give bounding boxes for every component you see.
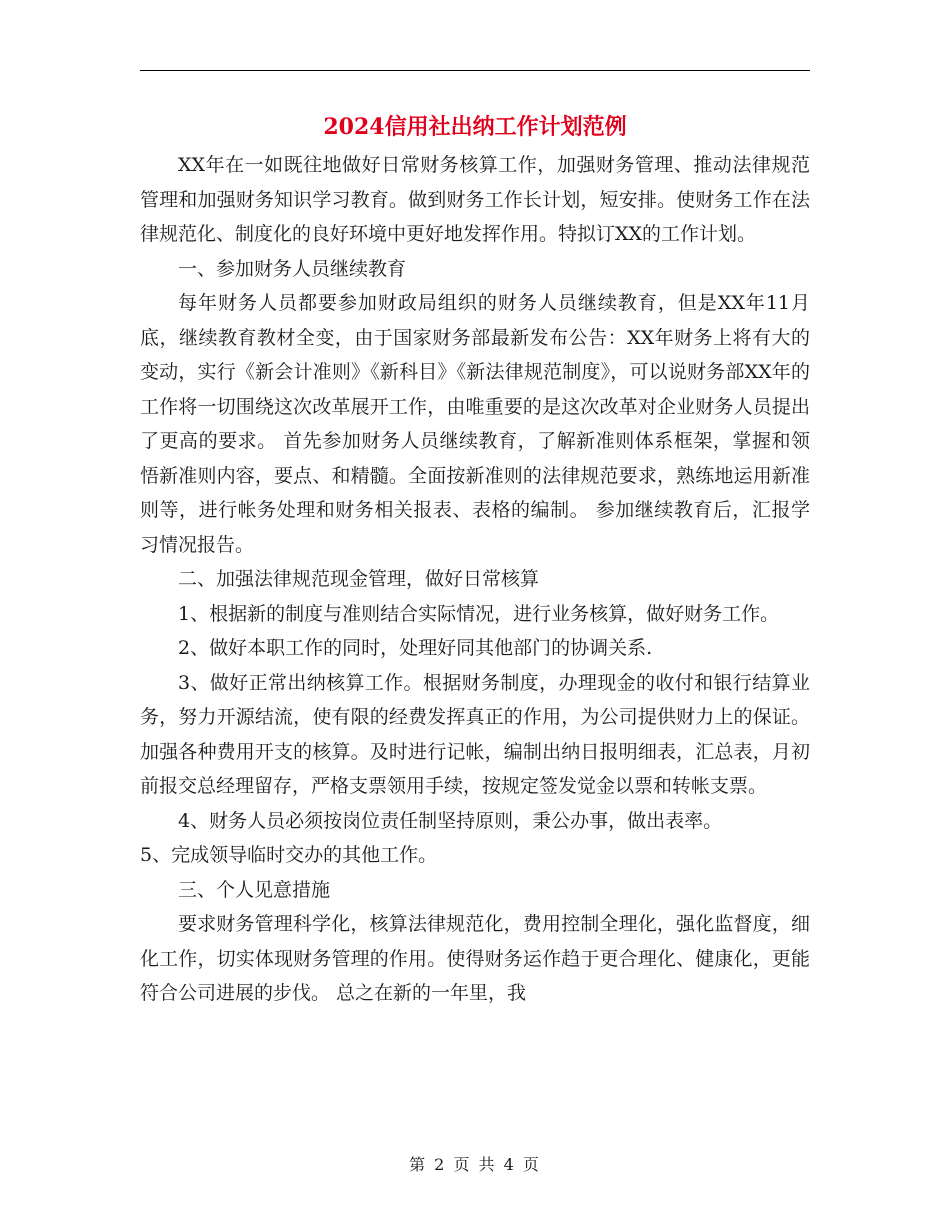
section-heading-1: 一、参加财务人员继续教育 (178, 257, 407, 280)
intro-paragraph: XX年在一如既往地做好日常财务核算工作，加强财务管理、推动法律规范管理和加强财务知识学习教育。做到财务工作长计划，短安排。使财务工作在法律规范化、制度化的良好环境中更好地发挥作用。特拟订XX的工作计划。 (140, 154, 810, 245)
list-item-4: 4、财务人员必须按岗位责任制坚持原则，秉公办事，做出表率。 (178, 809, 723, 832)
section-1-paragraph: 每年财务人员都要参加财政局组织的财务人员继续教育，但是XX年11月底，继续教育教材全变，由于国家财务部最新发布公告：XX年财务上将有大的变动，实行《新会计准则》《新科目》《新法律规范制度》，可以说财务部XX年的工作将一切围绕这次改革展开工作，由唯重要的是这次改革对企业财务人员提出了更高的要求。 首先参加财务人员继续教育，了解新准则体系框架，掌握和领悟新准则内容，要点、和精髓。全面按新准则的法律规范要求，熟练地运用新准则等，进行帐务处理和财务相关报表、表格的编制。 参加继续教育后，汇报学习情况报告。 (140, 292, 810, 556)
section-heading-3: 三、个人见意措施 (178, 878, 331, 901)
header-rule (140, 70, 810, 71)
document-body (140, 148, 810, 1011)
list-item-3: 3、做好正常出纳核算工作。根据财务制度，办理现金的收付和银行结算业务，努力开源结流，使有限的经费发挥真正的作用，为公司提供财力上的保证。加强各种费用开支的核算。及时进行记帐，编制出纳日报明细表，汇总表，月初前报交总经理留存，严格支票领用手续，按规定签发觉金以票和转帐支票。 (140, 671, 810, 797)
section-heading-2: 二、加强法律规范现金管理，做好日常核算 (178, 568, 540, 590)
page-number: 第 2 页 共 4 页 (409, 1155, 541, 1174)
section-3-paragraph: 要求财务管理科学化，核算法律规范化，费用控制全理化，强化监督度，细化工作，切实体现财务管理的作用。使得财务运作趋于更合理化、健康化，更能符合公司进展的步伐。 总之在新的一年里，我 (140, 913, 810, 1004)
list-item-5: 5、完成领导临时交办的其他工作。 (140, 844, 438, 866)
document-title: 2024信用社出纳工作计划范例 (323, 114, 627, 140)
list-item-1: 1、根据新的制度与准则结合实际情况，进行业务核算，做好财务工作。 (178, 602, 780, 625)
list-item-2: 2、做好本职工作的同时，处理好同其他部门的协调关系. (178, 637, 653, 659)
